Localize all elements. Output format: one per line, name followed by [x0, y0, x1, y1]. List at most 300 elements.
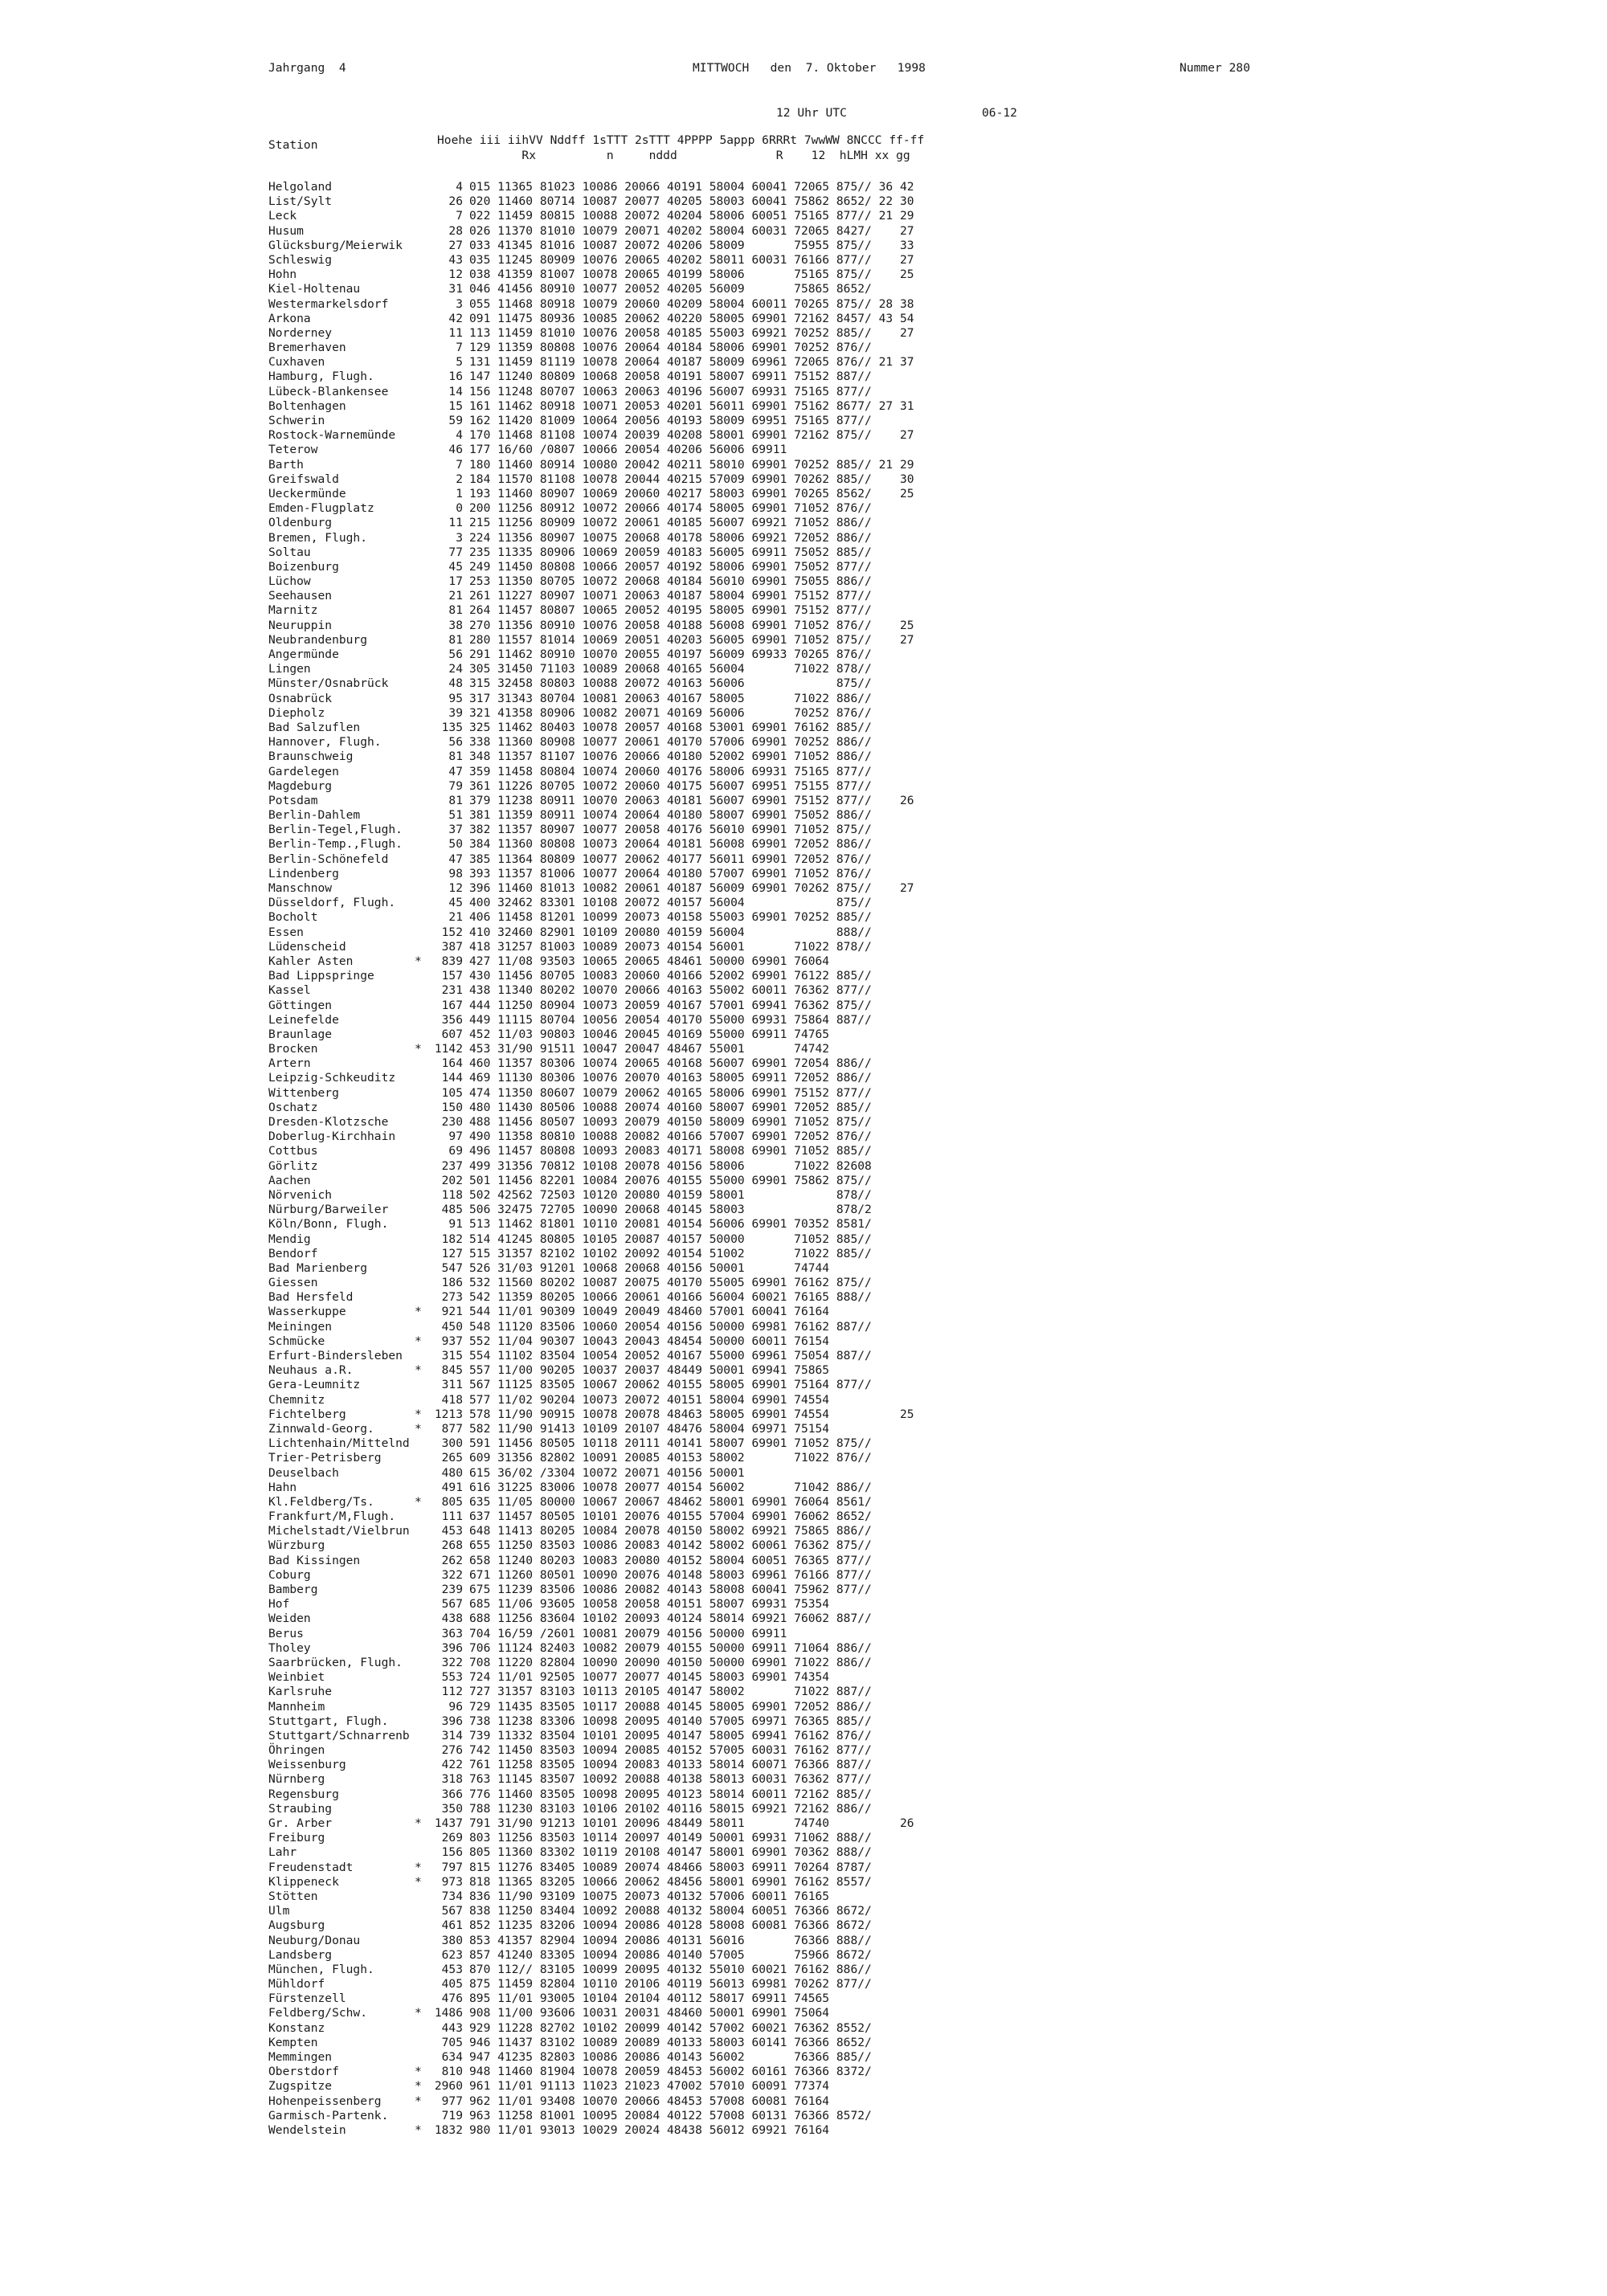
- station-elevation: 39: [448, 705, 463, 720]
- station-name: Trier-Petrisberg: [268, 1451, 382, 1465]
- station-name: Hohenpeissenberg: [268, 2094, 382, 2108]
- station-elevation: 81: [448, 750, 463, 764]
- synop-data: 895 11/01 93005 10104 20104 40112 58017 69911 74565: [469, 1992, 830, 2006]
- synop-data: 469 11130 80306 10076 20070 40163 58005 69911 72052 886//: [469, 1071, 872, 1085]
- station-name: Brocken: [268, 1042, 318, 1056]
- station-name: Hamburg, Flugh.: [268, 370, 374, 384]
- synop-data: 609 31356 82802 10091 20085 40153 58002 71022 876//: [469, 1451, 872, 1465]
- station-elevation: 350: [441, 1801, 463, 1816]
- synop-data: 852 11235 83206 10094 20086 40128 58008 60081 76366 8672/: [469, 1918, 872, 1933]
- synop-data: 591 11456 80505 10118 20111 40141 58007 69901 71052 875//: [469, 1436, 872, 1451]
- synop-data: 963 11258 81001 10095 20084 40122 57008 60131 76366 8572/: [469, 2108, 872, 2122]
- mountain-station-marker: *: [415, 1334, 422, 1348]
- synop-data: 305 31450 71103 10089 20068 40165 56004 71022 878//: [469, 662, 872, 676]
- station-name: Freudenstadt: [268, 1860, 354, 1874]
- synop-data: 724 11/01 92505 10077 20077 40145 58003 69901 74354: [469, 1670, 830, 1685]
- station-elevation: 24: [448, 662, 463, 676]
- station-name: Zugspitze: [268, 2079, 333, 2094]
- station-elevation: 314: [441, 1728, 463, 1742]
- station-elevation: 3: [456, 530, 463, 545]
- station-elevation: 396: [441, 1640, 463, 1655]
- synop-data: 501 11456 82201 10084 20076 40155 55000 69901 75862 875//: [469, 1173, 872, 1187]
- synop-data: 161 11462 80918 10071 20053 40201 56011 69901 75162 8677/ 27 31: [469, 398, 914, 413]
- station-name: Wasserkuppe: [268, 1305, 346, 1319]
- station-name: Potsdam: [268, 793, 318, 807]
- station-name: Aachen: [268, 1173, 311, 1187]
- station-name: Norderney: [268, 325, 333, 340]
- synop-data: 658 11240 80203 10083 20080 40152 58004 60051 76365 877//: [469, 1553, 872, 1567]
- station-name: Oberstdorf: [268, 2065, 339, 2079]
- station-name: Weissenburg: [268, 1758, 346, 1772]
- synop-data: 291 11462 80910 10070 20055 40197 56009 69933 70265 876//: [469, 648, 872, 661]
- station-name: Bad Salzuflen: [268, 720, 361, 734]
- synop-data: 637 11457 80505 10101 20076 40155 57004 69901 76062 8652/: [469, 1510, 872, 1524]
- station-elevation: 311: [441, 1378, 463, 1392]
- synop-data: 129 11359 80808 10076 20064 40184 58006 69901 70252 876//: [469, 341, 872, 355]
- mountain-station-marker: *: [415, 2065, 422, 2079]
- issue-number: Nummer 280: [1180, 61, 1250, 75]
- synop-data: 396 11460 81013 10082 20061 40187 56009 69901 70262 875// 27: [469, 881, 914, 895]
- synop-data: 506 32475 72705 10090 20068 40145 58003 878/2: [469, 1203, 872, 1217]
- synop-data: 022 11459 80815 10088 20072 40204 58006 60051 75165 877// 21 29: [469, 209, 914, 223]
- station-elevation: 91: [448, 1217, 463, 1232]
- station-elevation: 15: [448, 398, 463, 413]
- synop-data: 578 11/90 90915 10078 20078 48463 58005 69901 74554 25: [469, 1407, 914, 1421]
- synop-data: 552 11/04 90307 10043 20043 48454 50000 60011 76154: [469, 1334, 830, 1348]
- station-elevation: 42: [448, 311, 463, 325]
- synop-data: 193 11460 80907 10069 20060 40217 58003 69901 70265 8562/ 25: [469, 486, 914, 500]
- station-elevation: 567: [441, 1904, 463, 1918]
- station-name: Westermarkelsdorf: [268, 296, 389, 311]
- station-name: Leinefelde: [268, 1012, 339, 1027]
- station-name: Stötten: [268, 1889, 318, 1903]
- synop-data: 490 11358 80810 10088 20082 40166 57007 69901 72052 876//: [469, 1130, 872, 1144]
- station-name: Stuttgart/Schnarrenb: [268, 1728, 410, 1742]
- synop-data: 514 41245 80805 10105 20087 40157 50000 71052 885//: [469, 1232, 872, 1246]
- station-name: Mühldorf: [268, 1977, 325, 1992]
- synop-data: 815 11276 83405 10089 20074 48466 58003 69911 70264 8787/: [469, 1860, 872, 1874]
- synop-data: 947 41235 82803 10086 20086 40143 56002 76366 885//: [469, 2050, 872, 2064]
- synop-data: 838 11250 83404 10092 20088 40132 58004 60051 76366 8672/: [469, 1904, 872, 1918]
- station-elevation: 156: [441, 1845, 463, 1860]
- synop-data: 857 41240 83305 10094 20086 40140 57005 75966 8672/: [469, 1947, 872, 1962]
- mountain-station-marker: *: [415, 2122, 422, 2137]
- station-name: Boltenhagen: [268, 398, 346, 413]
- station-name: Fichtelberg: [268, 1407, 346, 1421]
- station-elevation: 450: [441, 1319, 463, 1334]
- observation-time: 12 Uhr UTC: [776, 106, 847, 120]
- synop-data: 474 11350 80607 10079 20062 40165 58006 69901 75152 877//: [469, 1085, 872, 1100]
- station-name: Köln/Bonn, Flugh.: [268, 1217, 389, 1232]
- station-elevation: 705: [441, 2035, 463, 2049]
- station-name: Michelstadt/Vielbrun: [268, 1524, 410, 1538]
- station-elevation: 47: [448, 764, 463, 778]
- synop-data: 055 11468 80918 10079 20060 40209 58004 60011 70265 875// 28 38: [469, 296, 914, 311]
- synop-data: 738 11238 83306 10098 20095 40140 57005 69971 76365 885//: [469, 1714, 872, 1728]
- station-name: Lingen: [268, 662, 311, 676]
- station-name: Bad Kissingen: [268, 1553, 361, 1567]
- station-elevation: 182: [441, 1232, 463, 1246]
- synop-data: 224 11356 80907 10075 20068 40178 58006 69921 72052 886//: [469, 530, 872, 545]
- synop-data: 776 11460 83505 10098 20095 40123 58014 60011 72162 885//: [469, 1787, 872, 1801]
- station-name: Bad Marienberg: [268, 1260, 368, 1275]
- station-elevation: 81: [448, 603, 463, 618]
- station-name: Neubrandenburg: [268, 632, 368, 647]
- synop-data: 616 31225 83006 10078 20077 40154 56002 71042 886//: [469, 1480, 872, 1494]
- station-name: Berlin-Dahlem: [268, 808, 361, 823]
- station-elevation: 268: [441, 1538, 463, 1553]
- station-name: Görlitz: [268, 1158, 318, 1173]
- station-elevation: 485: [441, 1203, 463, 1217]
- station-elevation: 167: [441, 998, 463, 1012]
- synop-data: 961 11/01 91113 11023 21023 47002 57010 60091 77374: [469, 2079, 830, 2094]
- station-elevation: 37: [448, 823, 463, 837]
- station-elevation: 38: [448, 618, 463, 632]
- station-elevation: 363: [441, 1626, 463, 1640]
- station-elevation: 623: [441, 1947, 463, 1962]
- station-elevation: 921: [441, 1305, 463, 1319]
- station-name: Hof: [268, 1597, 290, 1612]
- synop-data: 338 11360 80908 10077 20061 40170 57006 69901 70252 886//: [469, 735, 872, 750]
- synop-data: 544 11/01 90309 10049 20049 48460 57001 60041 76164: [469, 1305, 830, 1319]
- station-name: Zinnwald-Georg.: [268, 1421, 374, 1436]
- station-elevation: 16: [448, 370, 463, 384]
- station-name: Schleswig: [268, 252, 333, 267]
- station-elevation: 202: [441, 1173, 463, 1187]
- synop-data: 393 11357 81006 10077 20064 40180 57007 69901 71052 876//: [469, 866, 872, 880]
- station-elevation: 276: [441, 1743, 463, 1758]
- station-elevation: 366: [441, 1787, 463, 1801]
- station-name: Würzburg: [268, 1538, 325, 1553]
- synop-data: 379 11238 80911 10070 20063 40181 56007 69901 75152 877// 26: [469, 793, 914, 807]
- station-name: Karlsruhe: [268, 1685, 333, 1699]
- synop-data: 515 31357 82102 10102 20092 40154 51002 71022 885//: [469, 1246, 872, 1260]
- synop-data: 727 31357 83103 10113 20105 40147 58002 71022 887//: [469, 1685, 872, 1699]
- station-elevation: 69: [448, 1144, 463, 1158]
- synop-data: 020 11460 80714 10087 20077 40205 58003 60041 75862 8652/ 22 30: [469, 194, 914, 209]
- synop-data: 038 41359 81007 10078 20065 40199 58006 75165 875// 25: [469, 268, 914, 282]
- synop-data: 170 11468 81108 10074 20039 40208 58001 69901 72162 875// 27: [469, 428, 914, 443]
- station-elevation: 45: [448, 559, 463, 574]
- station-elevation: 157: [441, 969, 463, 983]
- synop-data: 348 11357 81107 10076 20066 40180 52002 69901 71052 886//: [469, 750, 872, 764]
- station-name: Garmisch-Partenk.: [268, 2108, 389, 2122]
- synop-data: 180 11460 80914 10080 20042 40211 58010 69901 70252 885// 21 29: [469, 457, 914, 472]
- station-name: Weiden: [268, 1612, 311, 1626]
- station-elevation: 81: [448, 793, 463, 807]
- station-elevation: 152: [441, 925, 463, 939]
- station-elevation: 356: [441, 1012, 463, 1027]
- station-elevation: 45: [448, 896, 463, 910]
- station-elevation: 5: [456, 355, 463, 370]
- synop-data: 430 11456 80705 10083 20060 40166 52002 69901 76122 885//: [469, 969, 872, 983]
- station-elevation: 14: [448, 384, 463, 398]
- station-elevation: 26: [448, 194, 463, 209]
- synop-data: 427 11/08 93503 10065 20065 48461 50000 69901 76064: [469, 954, 830, 968]
- station-name: Doberlug-Kirchhain: [268, 1130, 396, 1144]
- synop-data: 131 11459 81119 10078 20064 40187 58009 69961 72065 876// 21 37: [469, 355, 914, 370]
- synop-data: 264 11457 80807 10065 20052 40195 58005 69901 75152 877//: [469, 603, 872, 618]
- synop-data: 444 11250 80904 10073 20059 40167 57001 69941 76362 875//: [469, 998, 872, 1012]
- station-elevation: 43: [448, 252, 463, 267]
- synop-data: 381 11359 80911 10074 20064 40180 58007 69901 75052 886//: [469, 808, 872, 823]
- synop-data: 526 31/03 91201 10068 20068 40156 50001 74744: [469, 1260, 830, 1275]
- synop-data: 406 11458 81201 10099 20073 40158 55003 69901 70252 885//: [469, 910, 872, 925]
- station-name: Magdeburg: [268, 778, 333, 793]
- station-name: Chemnitz: [268, 1392, 325, 1407]
- station-elevation: 805: [441, 1494, 463, 1509]
- station-name: Schmücke: [268, 1334, 325, 1348]
- station-name: Düsseldorf, Flugh.: [268, 896, 396, 910]
- station-elevation: 634: [441, 2050, 463, 2064]
- station-name: Barth: [268, 457, 304, 472]
- station-elevation: 396: [441, 1714, 463, 1728]
- station-elevation: 262: [441, 1553, 463, 1567]
- synop-data: 788 11230 83103 10106 20102 40116 58015 69921 72162 886//: [469, 1801, 872, 1816]
- synop-data: 962 11/01 93408 10070 20066 48453 57008 60081 76164: [469, 2094, 830, 2108]
- synop-data: 671 11260 80501 10090 20076 40148 58003 69961 76166 877//: [469, 1567, 872, 1582]
- station-elevation: 719: [441, 2108, 463, 2122]
- station-elevation: 7: [456, 209, 463, 223]
- station-elevation: 12: [448, 881, 463, 895]
- station-elevation: 12: [448, 268, 463, 282]
- mountain-station-marker: *: [415, 1305, 422, 1319]
- station-elevation: 300: [441, 1436, 463, 1451]
- station-elevation: 405: [441, 1977, 463, 1992]
- synop-data: 502 42562 72503 10120 20080 40159 58001 878//: [469, 1187, 872, 1202]
- station-elevation: 97: [448, 1130, 463, 1144]
- synop-data: 147 11240 80809 10068 20058 40191 58007 69911 75152 887//: [469, 370, 872, 384]
- station-name: Mendig: [268, 1232, 311, 1246]
- synop-data: 532 11560 80202 10087 20075 40170 55005 69901 76162 875//: [469, 1276, 872, 1290]
- station-name: Weinbiet: [268, 1670, 325, 1685]
- station-name: Gr. Arber: [268, 1816, 333, 1830]
- station-name: Kahler Asten: [268, 954, 354, 968]
- mountain-station-marker: *: [415, 1874, 422, 1889]
- station-name: List/Sylt: [268, 194, 333, 209]
- station-elevation: 56: [448, 735, 463, 750]
- synop-data: 763 11145 83507 10092 20088 40138 58013 60031 76362 877//: [469, 1772, 872, 1787]
- synop-data: 177 16/60 /0807 10066 20054 40206 56006 69911: [469, 443, 787, 457]
- synop-data: 261 11227 80907 10071 20063 40187 58004 69901 75152 877//: [469, 589, 872, 603]
- station-elevation: 443: [441, 2020, 463, 2035]
- mountain-station-marker: *: [415, 1421, 422, 1436]
- station-elevation: 567: [441, 1597, 463, 1612]
- station-name: Kiel-Holtenau: [268, 282, 361, 296]
- synop-data: 870 112// 83105 10099 20095 40132 55010 60021 76162 886//: [469, 1962, 872, 1976]
- station-elevation: 118: [441, 1187, 463, 1202]
- station-name: Kassel: [268, 983, 311, 998]
- station-column-header: Station: [268, 138, 318, 152]
- station-elevation: 480: [441, 1465, 463, 1480]
- station-elevation: 48: [448, 676, 463, 691]
- mountain-station-marker: *: [415, 1494, 422, 1509]
- station-name: Arkona: [268, 311, 311, 325]
- station-elevation: 1142: [434, 1042, 463, 1056]
- synop-data: 548 11120 83506 10060 20054 40156 50000 69981 76162 887//: [469, 1319, 872, 1334]
- station-elevation: 418: [441, 1392, 463, 1407]
- synop-data: 615 36/02 /3304 10072 20071 40156 50001: [469, 1465, 745, 1480]
- station-name: Manschnow: [268, 881, 333, 895]
- station-name: Ulm: [268, 1904, 290, 1918]
- station-name: Klippeneck: [268, 1874, 339, 1889]
- station-elevation: 127: [441, 1246, 463, 1260]
- synop-data: 567 11125 83505 10067 20062 40155 58005 69901 75164 877//: [469, 1378, 872, 1392]
- station-elevation: 1832: [434, 2122, 463, 2137]
- station-elevation: 318: [441, 1772, 463, 1787]
- synop-data: 499 31356 70812 10108 20078 40156 58006 71022 82608: [469, 1158, 872, 1173]
- station-elevation: 51: [448, 808, 463, 823]
- station-name: Gera-Leumnitz: [268, 1378, 361, 1392]
- synop-data: 235 11335 80906 10069 20059 40183 56005 69911 75052 885//: [469, 545, 872, 559]
- station-name: Artern: [268, 1056, 311, 1071]
- station-name: Neuburg/Donau: [268, 1933, 361, 1947]
- station-name: Diepholz: [268, 705, 325, 720]
- synop-data: 554 11102 83504 10054 20052 40167 55000 69961 75054 887//: [469, 1349, 872, 1362]
- station-elevation: 79: [448, 778, 463, 793]
- station-name: Essen: [268, 925, 304, 939]
- station-name: Nörvenich: [268, 1187, 333, 1202]
- station-name: Nürnberg: [268, 1772, 325, 1787]
- station-name: Rostock-Warnemünde: [268, 428, 396, 443]
- station-elevation: 438: [441, 1612, 463, 1626]
- station-name: Straubing: [268, 1801, 333, 1816]
- synop-data: 046 41456 80910 10077 20052 40205 56009 75865 8652/: [469, 282, 872, 296]
- station-name: Bad Lippspringe: [268, 969, 374, 983]
- synop-data: 410 32460 82901 10109 20080 40159 56004 888//: [469, 925, 872, 939]
- synop-data: 400 32462 83301 10108 20072 40157 56004 875//: [469, 896, 872, 910]
- station-name: Bremerhaven: [268, 341, 346, 355]
- station-name: Hannover, Flugh.: [268, 735, 382, 750]
- synop-data: 026 11370 81010 10079 20071 40202 58004 60031 72065 8427/ 27: [469, 223, 914, 238]
- station-name: Schwerin: [268, 414, 325, 427]
- station-elevation: 150: [441, 1100, 463, 1114]
- station-name: Braunschweig: [268, 750, 354, 764]
- synop-data: 818 11365 83205 10066 20062 48456 58001 69901 76162 8557/: [469, 1874, 872, 1889]
- station-name: Bamberg: [268, 1583, 318, 1596]
- synop-data: 385 11364 80809 10077 20062 40177 56011 69901 72052 876//: [469, 852, 872, 866]
- station-name: Wendelstein: [268, 2122, 346, 2137]
- station-name: Boizenburg: [268, 559, 339, 574]
- synop-data: 648 11413 80205 10084 20078 40150 58002 69921 75865 886//: [469, 1524, 872, 1538]
- station-name: Emden-Flugplatz: [268, 501, 374, 516]
- station-name: Oldenburg: [268, 516, 333, 530]
- station-name: Berlin-Tegel,Flugh.: [268, 823, 403, 837]
- station-name: Göttingen: [268, 998, 333, 1012]
- station-elevation: 1: [456, 486, 463, 500]
- synop-data: 488 11456 80507 10093 20079 40150 58009 69901 71052 875//: [469, 1115, 872, 1129]
- station-name: München, Flugh.: [268, 1962, 374, 1976]
- station-elevation: 797: [441, 1860, 463, 1874]
- station-name: Hohn: [268, 268, 297, 282]
- station-name: Konstanz: [268, 2020, 325, 2035]
- station-elevation: 112: [441, 1685, 463, 1699]
- station-name: Hahn: [268, 1480, 297, 1494]
- synop-data: 655 11250 83503 10086 20083 40142 58002 60061 76362 875//: [469, 1538, 872, 1553]
- station-name: Lüchow: [268, 574, 311, 589]
- synop-data: 496 11457 80808 10093 20083 40171 58008 69901 71052 885//: [469, 1144, 872, 1158]
- station-name: Soltau: [268, 545, 311, 559]
- station-name: Cuxhaven: [268, 355, 325, 370]
- station-name: Greifswald: [268, 472, 339, 486]
- mountain-station-marker: *: [415, 2006, 422, 2020]
- synop-data: 908 11/00 93606 10031 20031 48460 50001 69901 75064: [469, 2006, 830, 2020]
- station-elevation: 144: [441, 1071, 463, 1085]
- synop-data: 946 11437 83102 10089 20089 40133 58003 60141 76366 8652/: [469, 2035, 872, 2049]
- synop-data: 035 11245 80909 10076 20065 40202 58011 60031 76166 877// 27: [469, 252, 914, 267]
- station-name: Cottbus: [268, 1144, 318, 1158]
- mountain-station-marker: *: [415, 2094, 422, 2108]
- station-elevation: 98: [448, 866, 463, 880]
- station-elevation: 607: [441, 1027, 463, 1041]
- station-elevation: 56: [448, 648, 463, 661]
- station-elevation: 2960: [434, 2079, 463, 2094]
- synop-data: 091 11475 80936 10085 20062 40220 58005 69901 72162 8457/ 43 54: [469, 311, 914, 325]
- station-elevation: 11: [448, 516, 463, 530]
- station-elevation: 2: [456, 472, 463, 486]
- station-elevation: 47: [448, 852, 463, 866]
- station-elevation: 1213: [434, 1407, 463, 1421]
- precipitation-period: 06-12: [982, 106, 1017, 120]
- column-header-line-2: Rx n nddd R 12 hLMH xx gg: [437, 149, 910, 162]
- station-name: Leipzig-Schkeuditz: [268, 1071, 396, 1085]
- synop-data: 542 11359 80205 10066 20061 40166 56004 60021 76165 888//: [469, 1290, 872, 1305]
- synop-data: 253 11350 80705 10072 20068 40184 56010 69901 75055 886//: [469, 574, 872, 589]
- station-elevation: 95: [448, 691, 463, 705]
- station-elevation: 4: [456, 180, 463, 194]
- station-elevation: 877: [441, 1421, 463, 1436]
- synop-data: 321 41358 80906 10082 20071 40169 56006 70252 876//: [469, 705, 872, 720]
- station-elevation: 273: [441, 1290, 463, 1305]
- station-name: Fürstenzell: [268, 1992, 346, 2006]
- synop-data: 280 11557 81014 10069 20051 40203 56005 69901 71052 875// 27: [469, 632, 914, 647]
- synop-data: 739 11332 83504 10101 20095 40147 58005 69941 76162 876//: [469, 1728, 872, 1742]
- synop-data: 453 31/90 91511 10047 20047 48467 55001 74742: [469, 1042, 830, 1056]
- station-elevation: 230: [441, 1115, 463, 1129]
- station-elevation: 59: [448, 414, 463, 427]
- synop-data: 215 11256 80909 10072 20061 40185 56007 69921 71052 886//: [469, 516, 872, 530]
- station-name: Giessen: [268, 1276, 318, 1290]
- mountain-station-marker: *: [415, 1816, 422, 1830]
- station-name: Bad Hersfeld: [268, 1290, 354, 1305]
- station-elevation: 21: [448, 589, 463, 603]
- station-name: Berlin-Schönefeld: [268, 852, 389, 866]
- mountain-station-marker: *: [415, 2079, 422, 2094]
- synop-data: 449 11115 80704 10056 20054 40170 55000 69931 75864 887//: [469, 1012, 872, 1027]
- station-name: Münster/Osnabrück: [268, 676, 389, 691]
- station-elevation: 453: [441, 1962, 463, 1976]
- synop-data: 317 31343 80704 10081 20063 40167 58005 71022 886//: [469, 691, 872, 705]
- synop-data: 184 11570 81108 10078 20044 40215 57009 69901 70262 885// 30: [469, 472, 914, 486]
- synop-data: 675 11239 83506 10086 20082 40143 58008 60041 75962 877//: [469, 1583, 872, 1596]
- station-name: Berlin-Temp.,Flugh.: [268, 837, 403, 852]
- synop-data: 853 41357 82904 10094 20086 40131 56016 76366 888//: [469, 1933, 872, 1947]
- synop-data: 270 11356 80910 10076 20058 40188 56008 69901 71052 876// 25: [469, 618, 914, 632]
- station-elevation: 231: [441, 983, 463, 998]
- synop-data: 742 11450 83503 10094 20085 40152 57005 60031 76162 877//: [469, 1743, 872, 1758]
- station-elevation: 265: [441, 1451, 463, 1465]
- synop-data: 761 11258 83505 10094 20083 40133 58014 60071 76366 887//: [469, 1758, 872, 1772]
- station-name: Ueckermünde: [268, 486, 346, 500]
- synop-data: 980 11/01 93013 10029 20024 48438 56012 69921 76164: [469, 2122, 830, 2137]
- station-name: Saarbrücken, Flugh.: [268, 1655, 403, 1669]
- synop-data: 361 11226 80705 10072 20060 40175 56007 69951 75155 877//: [469, 778, 872, 793]
- station-name: Angermünde: [268, 648, 339, 661]
- station-elevation: 977: [441, 2094, 463, 2108]
- station-name: Stuttgart, Flugh.: [268, 1714, 389, 1728]
- station-elevation: 1437: [434, 1816, 463, 1830]
- station-name: Marnitz: [268, 603, 318, 618]
